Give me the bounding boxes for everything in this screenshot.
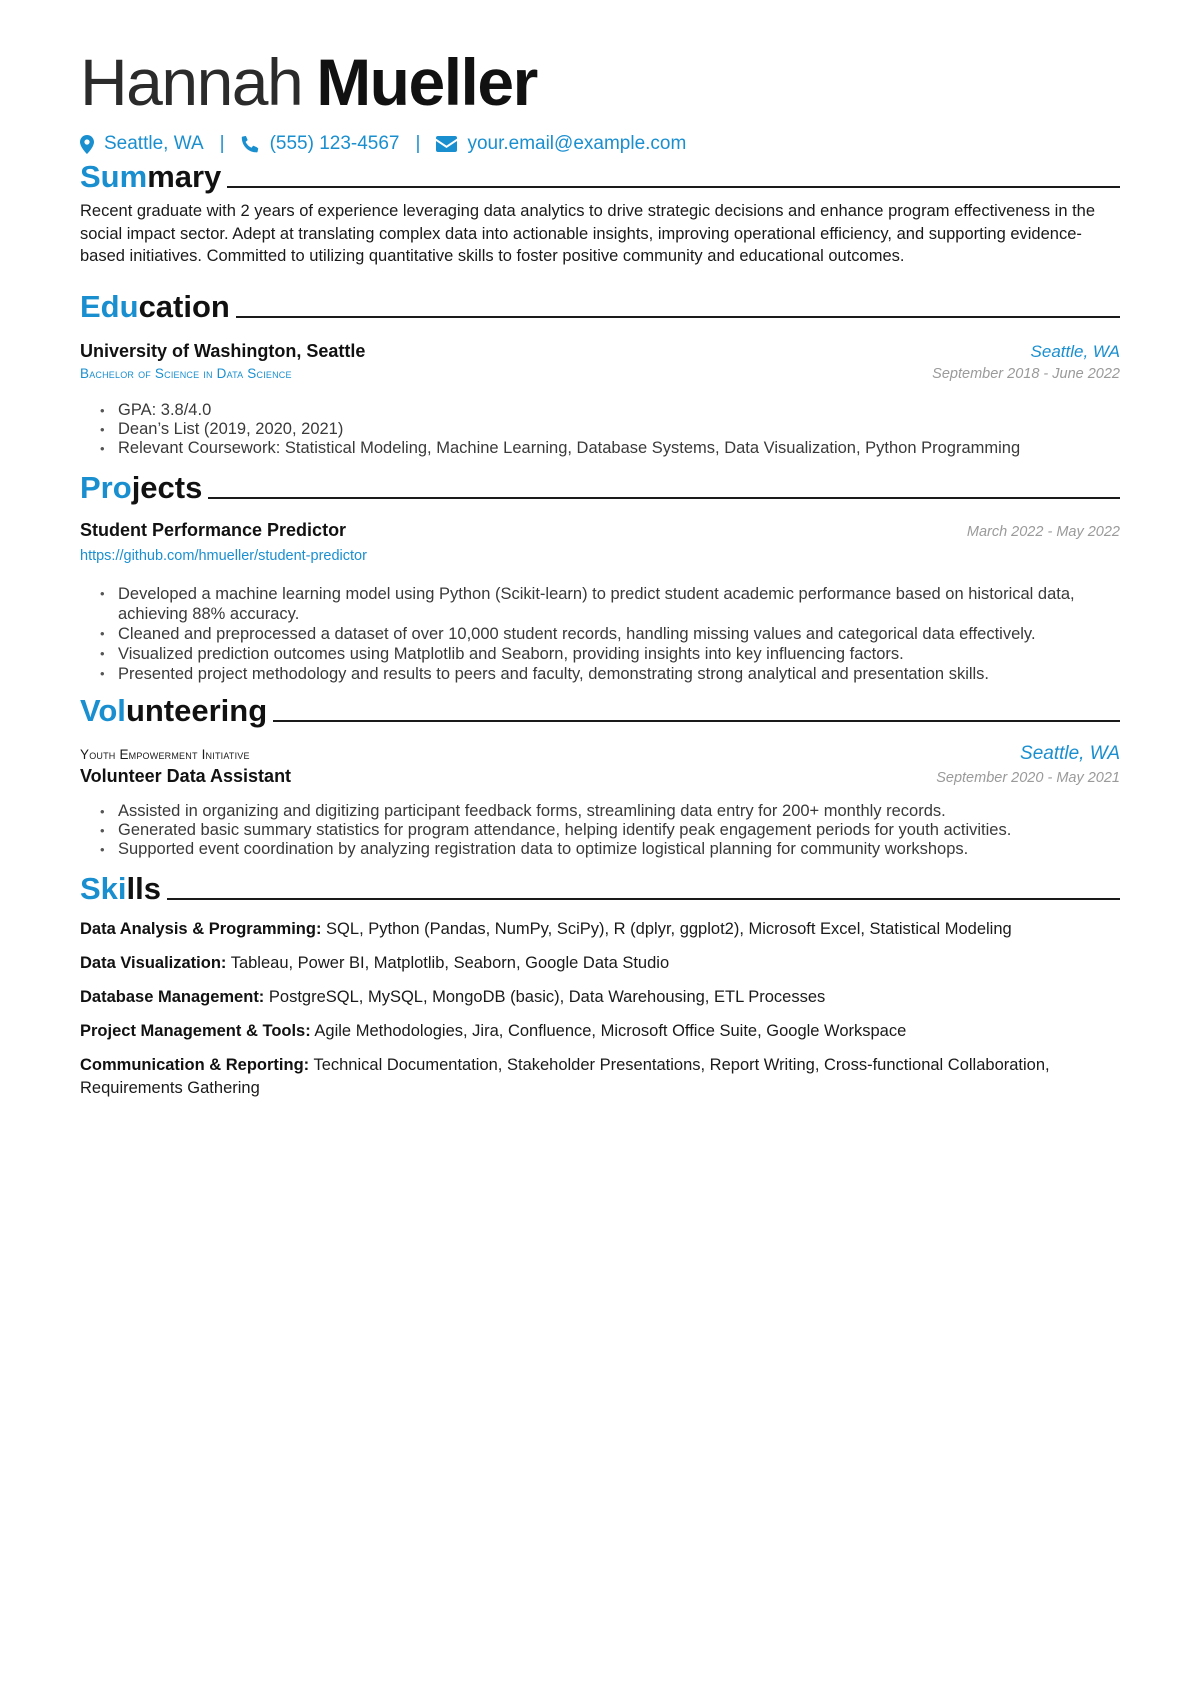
section-divider: [236, 316, 1120, 318]
skill-label: Database Management:: [80, 988, 265, 1006]
volunteer-role: Volunteer Data Assistant: [80, 766, 292, 786]
section-divider: [273, 720, 1120, 722]
institution-location: Seattle, WA: [1030, 342, 1120, 361]
phone-icon: [241, 135, 260, 154]
list-item: • Visualized prediction outcomes using Matplotlib and Seaborn, providing insights into key influencing factors.: [118, 644, 1120, 664]
list-item: • Developed a machine learning model using Python (Scikit-learn) to predict student academic performance based on historical data, achieving 88% accuracy.: [118, 584, 1120, 624]
contact-separator: |: [219, 133, 225, 154]
section-divider: [227, 186, 1120, 188]
section-divider: [167, 898, 1120, 900]
degree-name: Bachelor of Science in Data Science: [80, 366, 292, 381]
skill-label: Project Management & Tools:: [80, 1022, 311, 1040]
volunteering-location: Seattle, WA: [1020, 743, 1120, 764]
first-name: Hannah: [80, 45, 303, 119]
contact-location: [80, 133, 204, 155]
project-row-2: [80, 548, 1120, 564]
section-summary-header: [80, 156, 1120, 196]
education-bullets: [80, 401, 1120, 458]
candidate-name: [80, 40, 537, 124]
list-item: • Generated basic summary statistics for program attendance, helping identify peak engagement periods for youth activities.: [118, 821, 1120, 840]
section-title: Education: [80, 289, 230, 324]
section-title: Skills: [80, 871, 161, 906]
envelope-icon: [436, 136, 457, 152]
skill-value: PostgreSQL, MySQL, MongoDB (basic), Data Warehousing, ETL Processes: [268, 988, 826, 1006]
skill-row: [80, 1020, 1120, 1043]
list-item: • Relevant Coursework: Statistical Modeling, Machine Learning, Database Systems, Data Visualization, Python Programming: [118, 439, 1120, 458]
location-text: Seattle, WA: [104, 133, 204, 154]
list-item: • GPA: 3.8/4.0: [118, 401, 1120, 420]
section-title: Summary: [80, 159, 222, 194]
education-row-1: [80, 341, 1120, 362]
contact-phone[interactable]: [241, 133, 400, 155]
section-volunteering-header: [80, 690, 1120, 730]
skill-label: Communication & Reporting:: [80, 1056, 310, 1074]
list-item: • Dean’s List (2019, 2020, 2021): [118, 420, 1120, 439]
phone-text: (555) 123-4567: [269, 133, 400, 154]
project-row-1: [80, 520, 1120, 541]
project-link[interactable]: https://github.com/hmueller/student-predictor: [80, 548, 367, 564]
skill-row: [80, 1054, 1120, 1099]
skill-label: Data Analysis & Programming:: [80, 920, 322, 938]
skill-value: Tableau, Power BI, Matplotlib, Seaborn, Google Data Studio: [230, 954, 670, 972]
institution-name: University of Washington, Seattle: [80, 341, 366, 361]
skill-row: [80, 952, 1120, 975]
list-item: • Cleaned and preprocessed a dataset of over 10,000 student records, handling missing values and categorical data effectively.: [118, 624, 1120, 644]
section-title: Volunteering: [80, 693, 268, 728]
contact-line: [80, 133, 686, 155]
list-item: • Supported event coordination by analyzing registration data to optimize logistical planning for community workshops.: [118, 840, 1120, 859]
map-marker-icon: [80, 135, 94, 154]
skill-label: Data Visualization:: [80, 954, 227, 972]
section-title: Projects: [80, 470, 203, 505]
list-item: • Presented project methodology and results to peers and faculty, demonstrating strong analytical and presentation skills.: [118, 664, 1120, 684]
summary-text: Recent graduate with 2 years of experience leveraging data analytics to drive strategic decisions and enhance program effectiveness in the social impact sector. Adept at translating complex data into actionable insights, improving operational efficiency, and supporting evidence-based initiatives. Committed to utilizing quantitative skills to foster positive community and educational outcomes.: [80, 202, 1096, 265]
project-dates: March 2022 - May 2022: [966, 524, 1120, 540]
skill-row: [80, 918, 1120, 941]
education-dates: September 2018 - June 2022: [932, 366, 1120, 382]
project-name: Student Performance Predictor: [80, 520, 347, 540]
last-name: Mueller: [316, 45, 537, 119]
list-item: • Assisted in organizing and digitizing participant feedback forms, streamlining data entry for 200+ monthly records.: [118, 802, 1120, 821]
section-divider: [208, 497, 1120, 499]
volunteering-dates: September 2020 - May 2021: [936, 770, 1120, 786]
education-row-2: [80, 366, 1120, 382]
volunteering-bullets: [80, 802, 1120, 859]
email-text: your.email@example.com: [467, 133, 687, 154]
organization-name: Youth Empowerment Initiative: [80, 747, 250, 762]
contact-email[interactable]: [436, 133, 686, 155]
section-skills-header: [80, 868, 1120, 908]
skill-value: SQL, Python (Pandas, NumPy, SciPy), R (dplyr, ggplot2), Microsoft Excel, Statistical Modeling: [326, 920, 1012, 938]
skill-value: Agile Methodologies, Jira, Confluence, Microsoft Office Suite, Google Workspace: [314, 1022, 907, 1040]
skill-row: [80, 986, 1120, 1009]
section-education-header: [80, 286, 1120, 326]
project-bullets: [80, 584, 1120, 684]
volunteering-row-1: [80, 743, 1120, 765]
contact-separator: |: [415, 133, 421, 154]
skill-value: Technical Documentation, Stakeholder Presentations, Report Writing, Cross-functional Collaboration, Requirements Gathering: [80, 1056, 1050, 1097]
section-projects-header: [80, 467, 1120, 507]
volunteering-row-2: [80, 766, 1120, 787]
